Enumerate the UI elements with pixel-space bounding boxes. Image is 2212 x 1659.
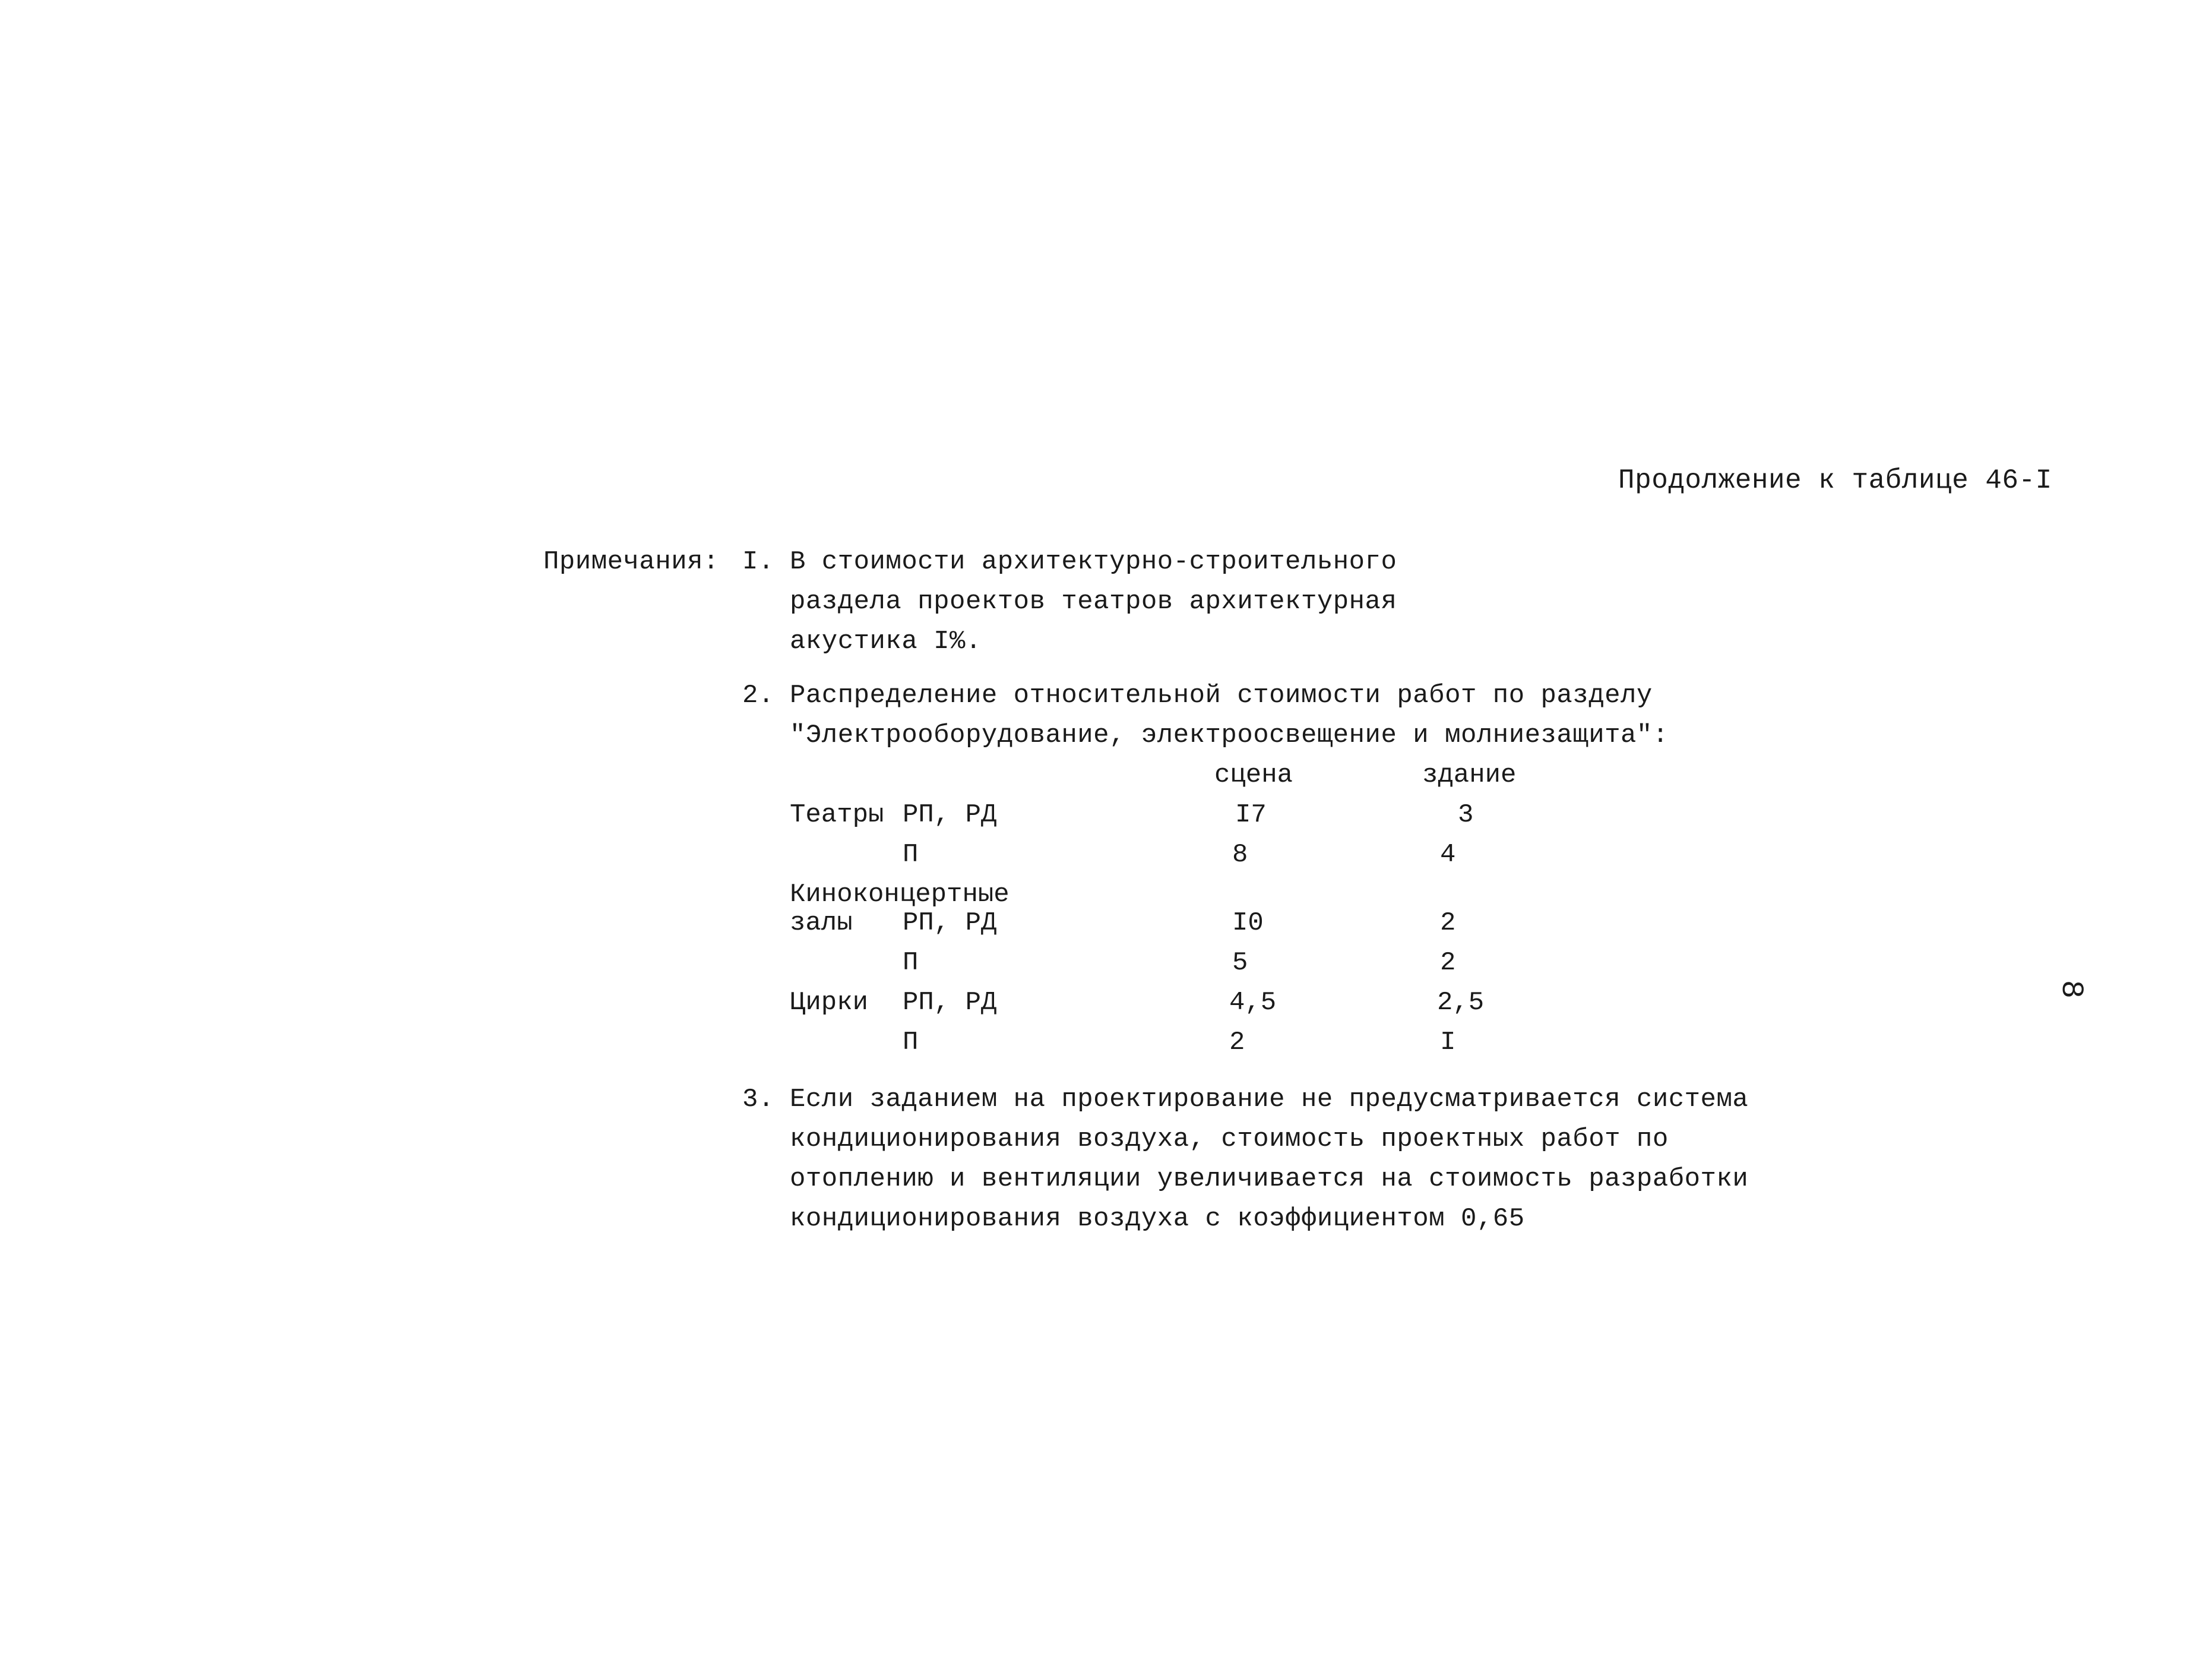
table-row-scene-value: 8	[1232, 840, 1248, 870]
table-row-scene-value: 4,5	[1229, 988, 1277, 1017]
table-row-name: Киноконцертные	[790, 880, 1010, 909]
note3-line2: кондиционирования воздуха, стоимость проектных работ по	[790, 1124, 1669, 1154]
table-header-scene: сцена	[1214, 760, 1293, 790]
table-row-scene-value: I7	[1235, 800, 1267, 830]
table-row-building-value: 2	[1440, 948, 1456, 978]
note1-line1: В стоимости архитектурно-строительного	[790, 547, 1397, 577]
table-header-building: здание	[1422, 760, 1517, 790]
page-number: 8	[2053, 979, 2089, 999]
table-row-name: Цирки	[790, 988, 869, 1017]
note2-number: 2.	[742, 681, 774, 710]
table-row-stage: П	[903, 948, 919, 978]
note3-line1: Если заданием на проектирование не предусматривается система	[790, 1085, 1749, 1114]
table-row-stage: П	[903, 840, 919, 870]
table-row-scene-value: I0	[1232, 908, 1264, 938]
note1-line2: раздела проектов театров архитектурная	[790, 587, 1397, 617]
note3-number: 3.	[742, 1085, 774, 1114]
table-row-building-value: 2	[1440, 908, 1456, 938]
note1-line3: акустика I%.	[790, 627, 982, 656]
table-row-building-value: 2,5	[1437, 988, 1485, 1017]
table-row-name: залы	[790, 908, 853, 938]
table-row-name: Театры	[790, 800, 884, 830]
note2-line2: "Электрооборудование, электроосвещение и молниезащита":	[790, 721, 1669, 750]
table-row-stage: П	[903, 1028, 919, 1057]
notes-label: Примечания:	[543, 547, 719, 577]
table-row-stage: РП, РД	[903, 988, 997, 1017]
table-row-stage: РП, РД	[903, 908, 997, 938]
note1-number: I.	[742, 547, 774, 577]
table-row-building-value: 3	[1458, 800, 1474, 830]
table-row-scene-value: 5	[1232, 948, 1248, 978]
table-row-building-value: 4	[1440, 840, 1456, 870]
table-row-scene-value: 2	[1229, 1028, 1245, 1057]
note2-line1: Распределение относительной стоимости работ по разделу	[790, 681, 1653, 710]
table-row-stage: РП, РД	[903, 800, 997, 830]
note3-line4: кондиционирования воздуха с коэффициентом 0,65	[790, 1204, 1525, 1234]
table-row-building-value: I	[1440, 1028, 1456, 1057]
note3-line3: отоплению и вентиляции увеличивается на стоимость разработки	[790, 1164, 1749, 1194]
table-continuation-caption: Продолжение к таблице 46-I	[1618, 465, 2052, 496]
